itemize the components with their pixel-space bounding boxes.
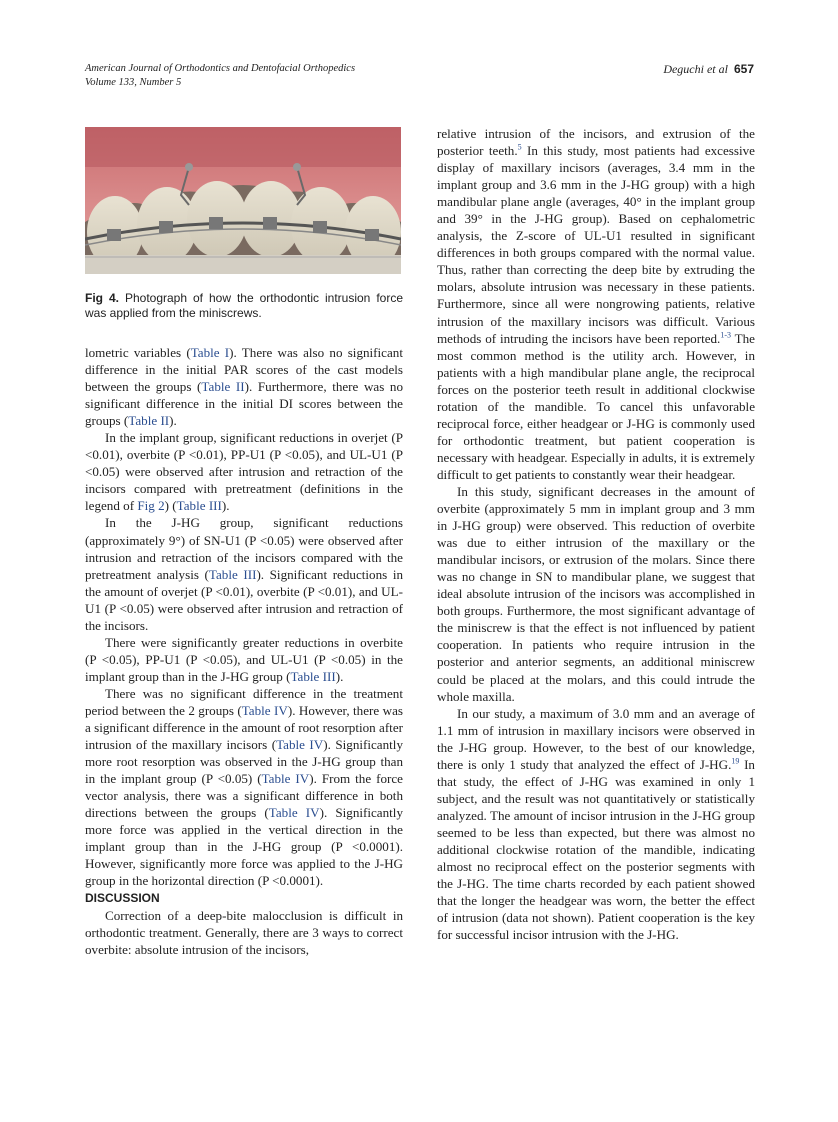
dental-photo-illustration [85, 127, 401, 274]
figure-photograph [85, 127, 401, 274]
section-heading-discussion: DISCUSSION [85, 890, 160, 905]
paragraph-discussion-1: Correction of a deep-bite malocclusion is difficult in orthodontic treatment. Generally, there are 3 ways to correct overbite: absolute intrusion of the incisors, [85, 907, 403, 957]
left-column [85, 344, 403, 958]
running-header-page [663, 62, 754, 76]
paragraph-results-4: There were significantly greater reductions in overbite (P <0.05), PP-U1 (P <0.05), and UL-U1 (P <0.05) in the implant group than in the J-HG group (Table III). [85, 634, 403, 684]
paragraph-discussion-2: relative intrusion of the incisors, and extrusion of the posterior teeth.$^5$ In this study, most patients had excessive display of maxillary incisors (averages, 3.4 mm in the implant group and 3.6 mm in the J-HG group) with a high mandibular plane angle (averages, 40° in the implant group and 39° in the J-HG group). Based on cephalometric analysis, the Z-score of UL-U1 resulted in significant differences in both groups compared with the normal value. Thus, rather than correcting the deep bite by extruding the molars, absolute intrusion was necessary in these patients. Furthermore, since all were nongrowing patients, relative intrusion of the maxillary incisors was difficult. Various methods of intruding the incisors have been reported.$^{1-3}$ The most common method is the utility arch. However, in patients with a high mandibular plane angle, the reciprocal forces on the posterior teeth result in additional clockwise rotation of the mandible. To cancel this unfavorable reciprocal force, either headgear or J-HG is commonly used for orthodontic treatment, but patient cooperation is necessary with headgear. Especially in adults, it is extremely difficult to get patients to constantly wear their headgear. [437, 126, 755, 482]
figure-caption [85, 291, 403, 321]
paragraph-discussion-4: In our study, a maximum of 3.0 mm and an average of 1.1 mm of intrusion in maxillary incisors were observed in the J-HG group. However, to the best of our knowledge, there is only 1 study that analyzed the effect of J-HG.$^{19}$ In that study, the effect of J-HG was examined in only 1 subject, and the result was not quantitatively or statistically analyzed. The amount of incisor intrusion in the J-HG group seemed to be less than expected, but there was almost no additional clockwise rotation of the mandible, indicating almost no reciprocal effect on the posterior segments with the J-HG. The time charts recorded by each patient showed that the longer the headgear was worn, the better the effect of intrusion (data not shown). Patient cooperation is the key for successful incisor intrusion with the J-HG. [437, 705, 755, 943]
paragraph-results-5: There was no significant difference in the treatment period between the 2 groups (Table IV). However, there was a significant difference in the amount of root resorption after intrusion of the maxillary incisors (Table IV). Significantly more root resorption was observed in the J-HG group than in the implant group (P <0.05) (Table IV). From the force vector analysis, there was a significant difference in both directions between the groups (Table IV). Significantly more force was applied in the vertical direction in the implant group than in the J-HG group (P <0.0001). However, significantly more force was applied to the J-HG group in the horizontal direction (P <0.0001). [85, 685, 403, 889]
paragraph-results-2: In the implant group, significant reductions in overjet (P <0.01), overbite (P <0.01), PP-U1 (P <0.05), and UL-U1 (P <0.05) were observed after intrusion and retraction of the incisors compared with pretreatment (definitions in the legend of Fig 2) (Table III). [85, 430, 403, 514]
paragraph-results-1: lometric variables (Table I). There was also no significant difference in the initial PAR scores of the cast models between the groups (Table II). Furthermore, there was no significant difference in the initial DI scores between the groups (Table II). [85, 345, 404, 429]
page-number: 657 [733, 62, 754, 76]
right-column [437, 125, 755, 943]
running-header-journal [85, 62, 355, 90]
figure-label: Fig 4. [85, 291, 119, 305]
figure-caption-text: Photograph of how the orthodontic intrusion force was applied from the miniscrews. [85, 291, 403, 320]
paragraph-results-3: In the J-HG group, significant reductions (approximately 9°) of SN-U1 (P <0.05) were observed after intrusion and retraction of the incisors compared with the pretreatment analysis (Table III). Significant reductions in the amount of overjet (P <0.01), overbite (P <0.01), and UL-U1 (P <0.05) were observed after intrusion and retraction of the incisors. [85, 515, 403, 633]
paragraph-discussion-3: In this study, significant decreases in the amount of overbite (approximately 5 mm in implant group and 3 mm in J-HG group) were observed. This reduction of overbite was due to either intrusion of the maxillary or the mandibular incisors, or extrusion of the molars. Since there was no change in SN to mandibular plane, we suggest that ideal absolute intrusion of the incisors was accomplished in both groups. Furthermore, the most significant advantage of the miniscrew is that the effect is not influenced by patient cooperation. In patients who require intrusion in the posterior and anterior segments, an additional miniscrew could be placed at the molars, and this could intrude the whole maxilla. [437, 483, 755, 704]
journal-title: American Journal of Orthodontics and Dentofacial Orthopedics [85, 63, 356, 74]
authors: Deguchi et al [663, 62, 728, 76]
journal-volume: Volume 133, Number 5 [85, 77, 182, 88]
